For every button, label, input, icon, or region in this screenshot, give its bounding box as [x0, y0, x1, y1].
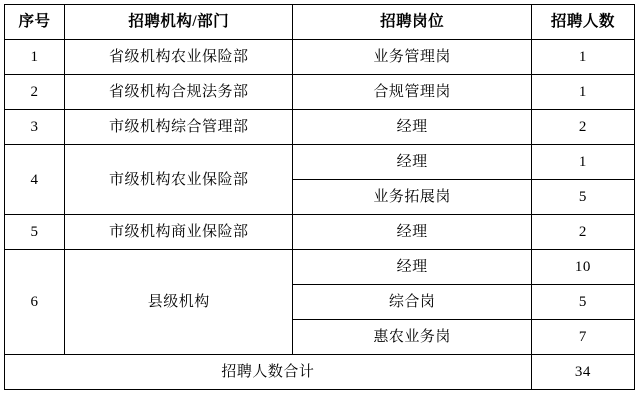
cell-org: 省级机构合规法务部	[65, 75, 293, 110]
cell-count: 2	[531, 110, 634, 145]
cell-post: 经理	[293, 145, 531, 180]
recruitment-table	[4, 4, 635, 390]
cell-org: 省级机构农业保险部	[65, 40, 293, 75]
table-total-row	[5, 355, 635, 390]
cell-count: 1	[531, 75, 634, 110]
table-row	[5, 110, 635, 145]
cell-no: 4	[5, 145, 65, 215]
cell-no: 1	[5, 40, 65, 75]
cell-post: 惠农业务岗	[293, 320, 531, 355]
cell-org: 市级机构商业保险部	[65, 215, 293, 250]
table-row	[5, 75, 635, 110]
total-value: 34	[531, 355, 634, 390]
cell-no: 2	[5, 75, 65, 110]
cell-post: 业务拓展岗	[293, 180, 531, 215]
cell-count: 5	[531, 285, 634, 320]
table-row	[5, 145, 635, 180]
cell-count: 1	[531, 145, 634, 180]
table-header-row	[5, 5, 635, 40]
column-header-no: 序号	[5, 5, 65, 40]
table-row	[5, 40, 635, 75]
table-row	[5, 215, 635, 250]
table-header	[5, 5, 635, 40]
cell-count: 1	[531, 40, 634, 75]
cell-count: 5	[531, 180, 634, 215]
cell-post: 综合岗	[293, 285, 531, 320]
column-header-org: 招聘机构/部门	[65, 5, 293, 40]
cell-no: 5	[5, 215, 65, 250]
cell-org: 市级机构农业保险部	[65, 145, 293, 215]
cell-post: 经理	[293, 250, 531, 285]
table-body	[5, 40, 635, 390]
cell-org: 市级机构综合管理部	[65, 110, 293, 145]
cell-post: 经理	[293, 110, 531, 145]
cell-count: 7	[531, 320, 634, 355]
cell-count: 10	[531, 250, 634, 285]
total-label: 招聘人数合计	[5, 355, 532, 390]
cell-org: 县级机构	[65, 250, 293, 355]
column-header-count: 招聘人数	[531, 5, 634, 40]
cell-post: 经理	[293, 215, 531, 250]
cell-post: 合规管理岗	[293, 75, 531, 110]
cell-no: 6	[5, 250, 65, 355]
column-header-post: 招聘岗位	[293, 5, 531, 40]
table-row	[5, 250, 635, 285]
cell-count: 2	[531, 215, 634, 250]
cell-no: 3	[5, 110, 65, 145]
cell-post: 业务管理岗	[293, 40, 531, 75]
